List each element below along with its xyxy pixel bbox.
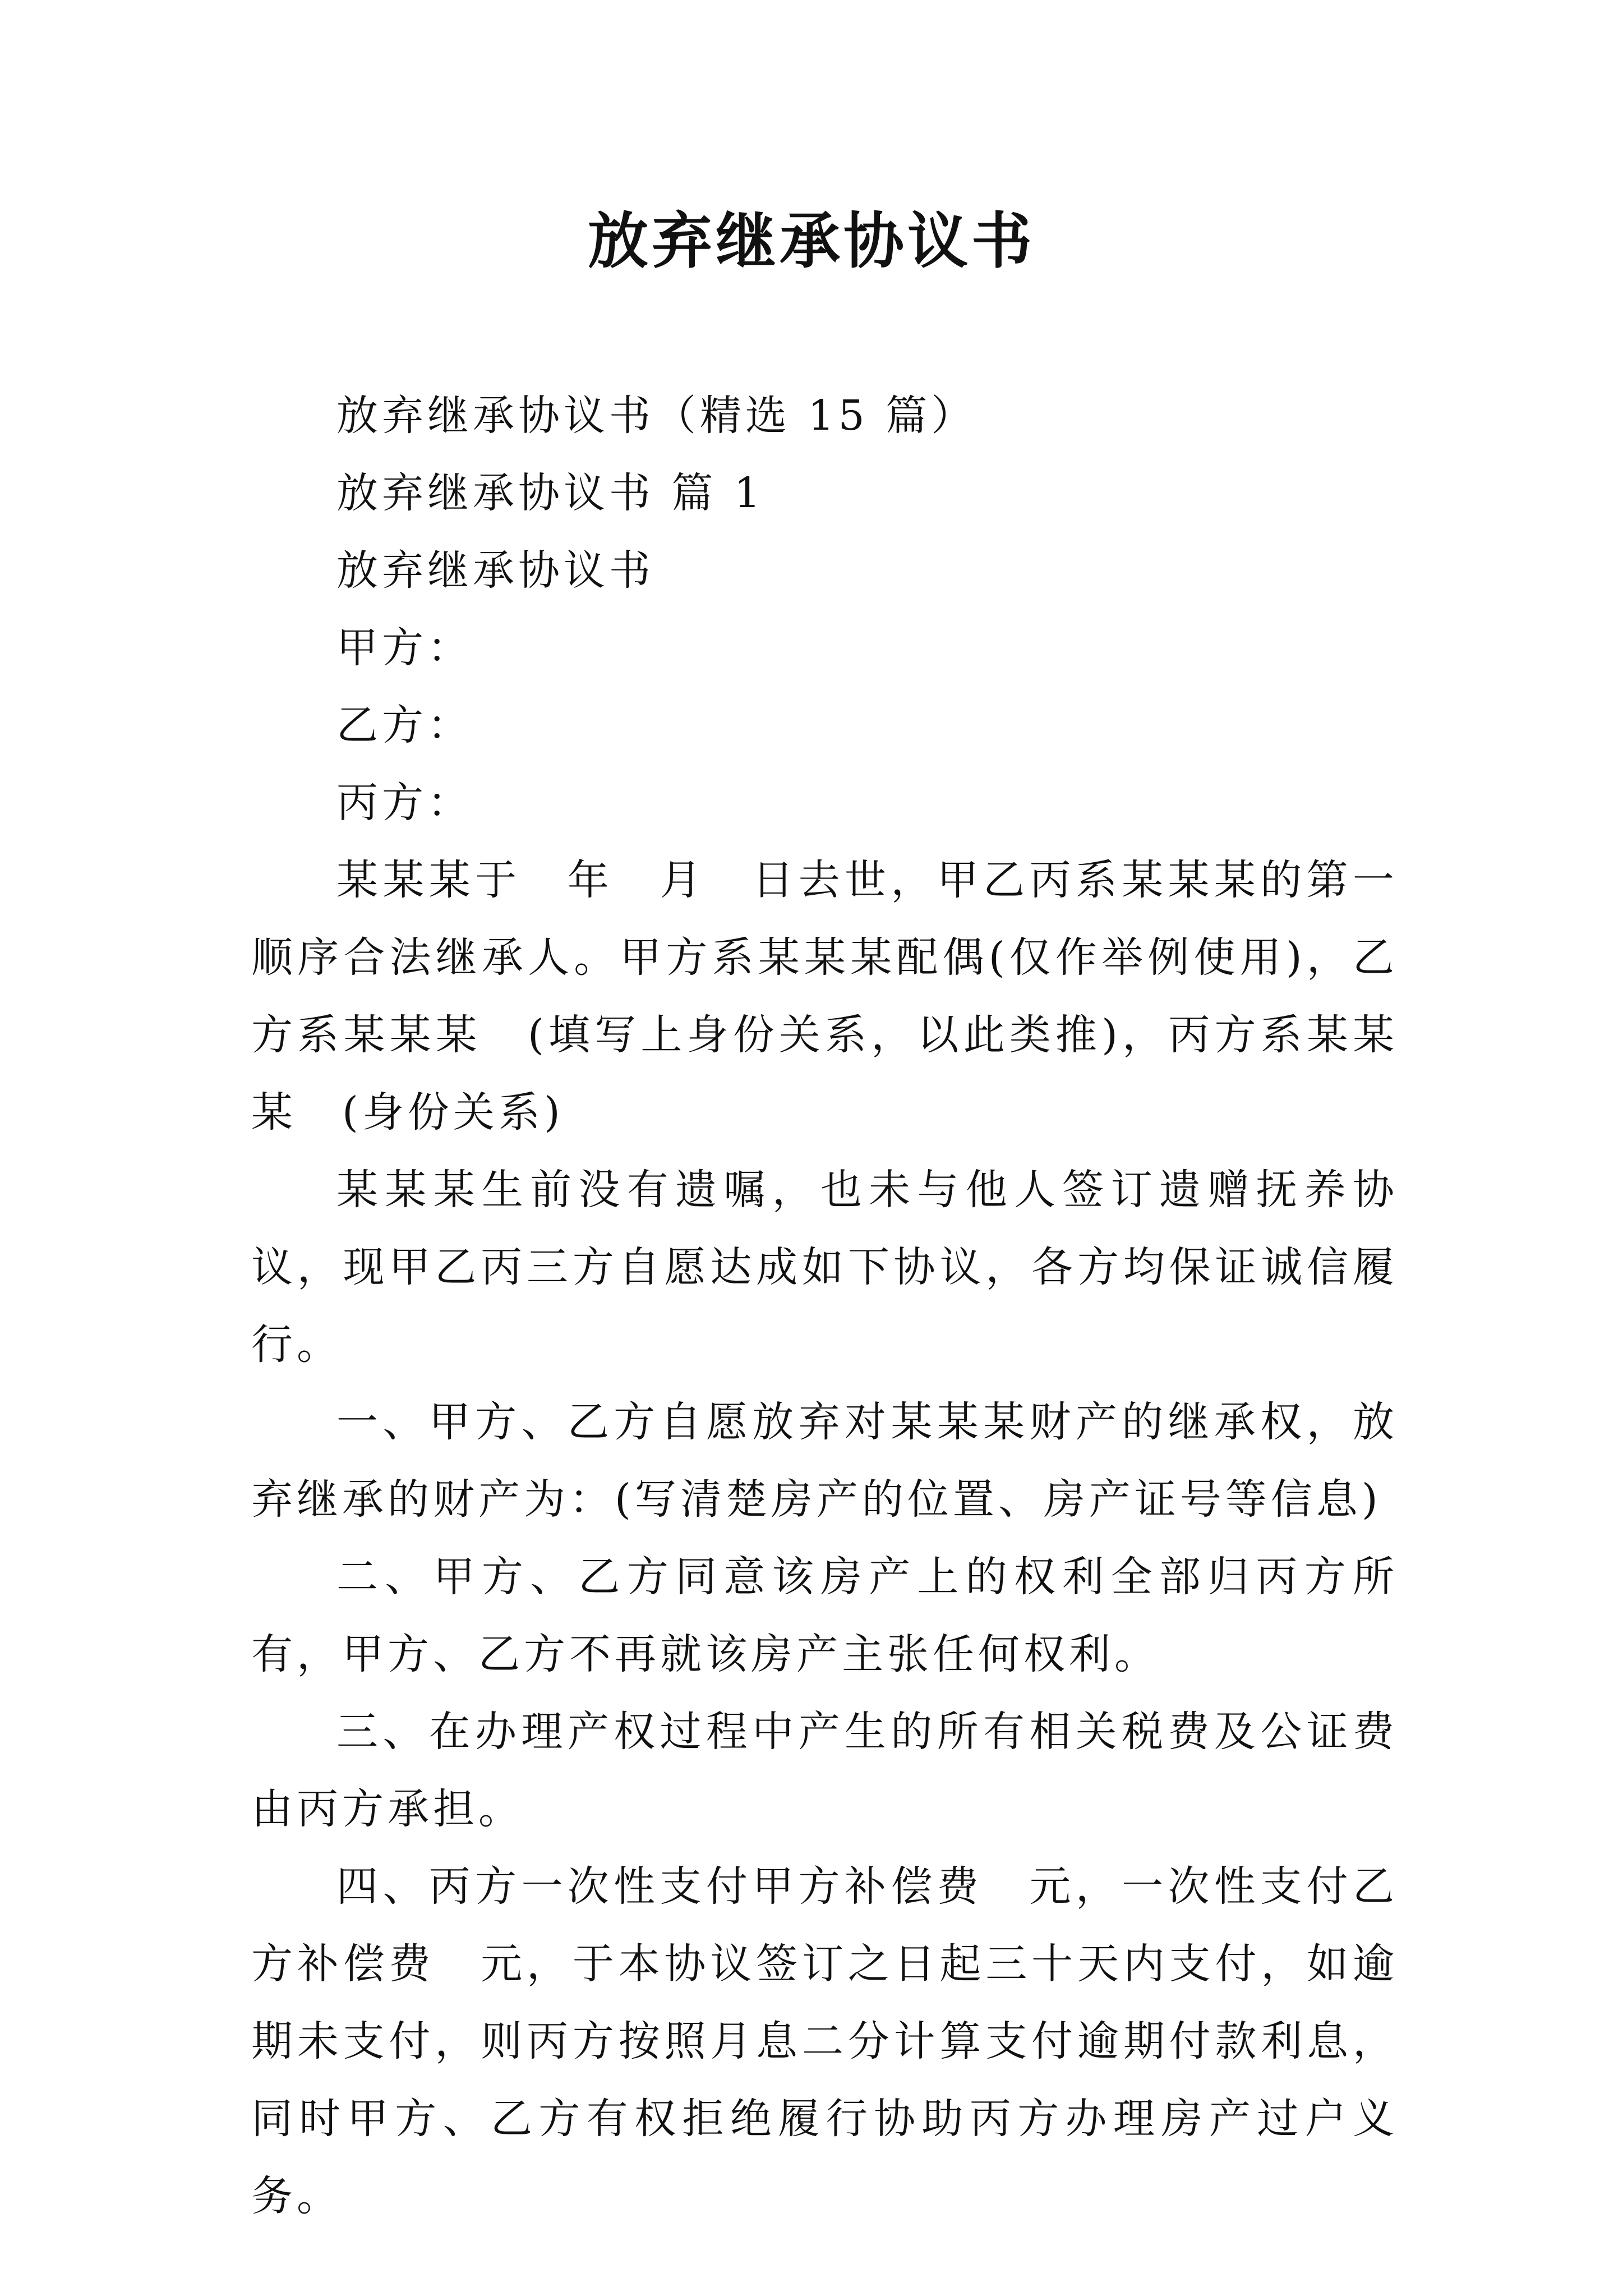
section-heading: 放弃继承协议书 篇 1 [336, 469, 765, 517]
clause-three: 三、在办理产权过程中产生的所有相关税费及公证费由丙方承担。 [251, 1708, 1398, 1833]
party-c-line: 丙方： [336, 779, 473, 827]
background-paragraph: 某某某于 年 月 日去世，甲乙丙系某某某的第一顺序合法继承人。甲方系某某某配偶(仅作举例使用)，乙方系某某某 (填写上身份关系，以此类推)，丙方系某某某 (身份关系) [251, 856, 1398, 1137]
no-will-paragraph: 某某某生前没有遗嘱，也未与他人签订遗赠抚养协议，现甲乙丙三方自愿达成如下协议，各方均保证诚信履行。 [251, 1166, 1398, 1369]
document-title: 放弃继承协议书 [587, 206, 1035, 277]
party-b-line: 乙方： [336, 701, 473, 749]
document-body [251, 377, 1398, 2235]
clause-one: 一、甲方、乙方自愿放弃对某某某财产的继承权，放弃继承的财产为：(写清楚房产的位置、房产证号等信息) [251, 1398, 1398, 1524]
party-a-line: 甲方： [336, 624, 473, 672]
clause-two: 二、甲方、乙方同意该房产上的权利全部归丙方所有，甲方、乙方不再就该房产主张任何权利。 [251, 1553, 1398, 1678]
collection-heading: 放弃继承协议书（精选 15 篇） [336, 392, 977, 440]
clause-four: 四、丙方一次性支付甲方补偿费 元，一次性支付乙方补偿费 元，于本协议签订之日起三十天内支付，如逾期未支付，则丙方按照月息二分计算支付逾期付款利息，同时甲方、乙方有权拒绝履行协助丙方办理房产过户义务。 [251, 1862, 1398, 2220]
agreement-heading: 放弃继承协议书 [336, 546, 654, 595]
